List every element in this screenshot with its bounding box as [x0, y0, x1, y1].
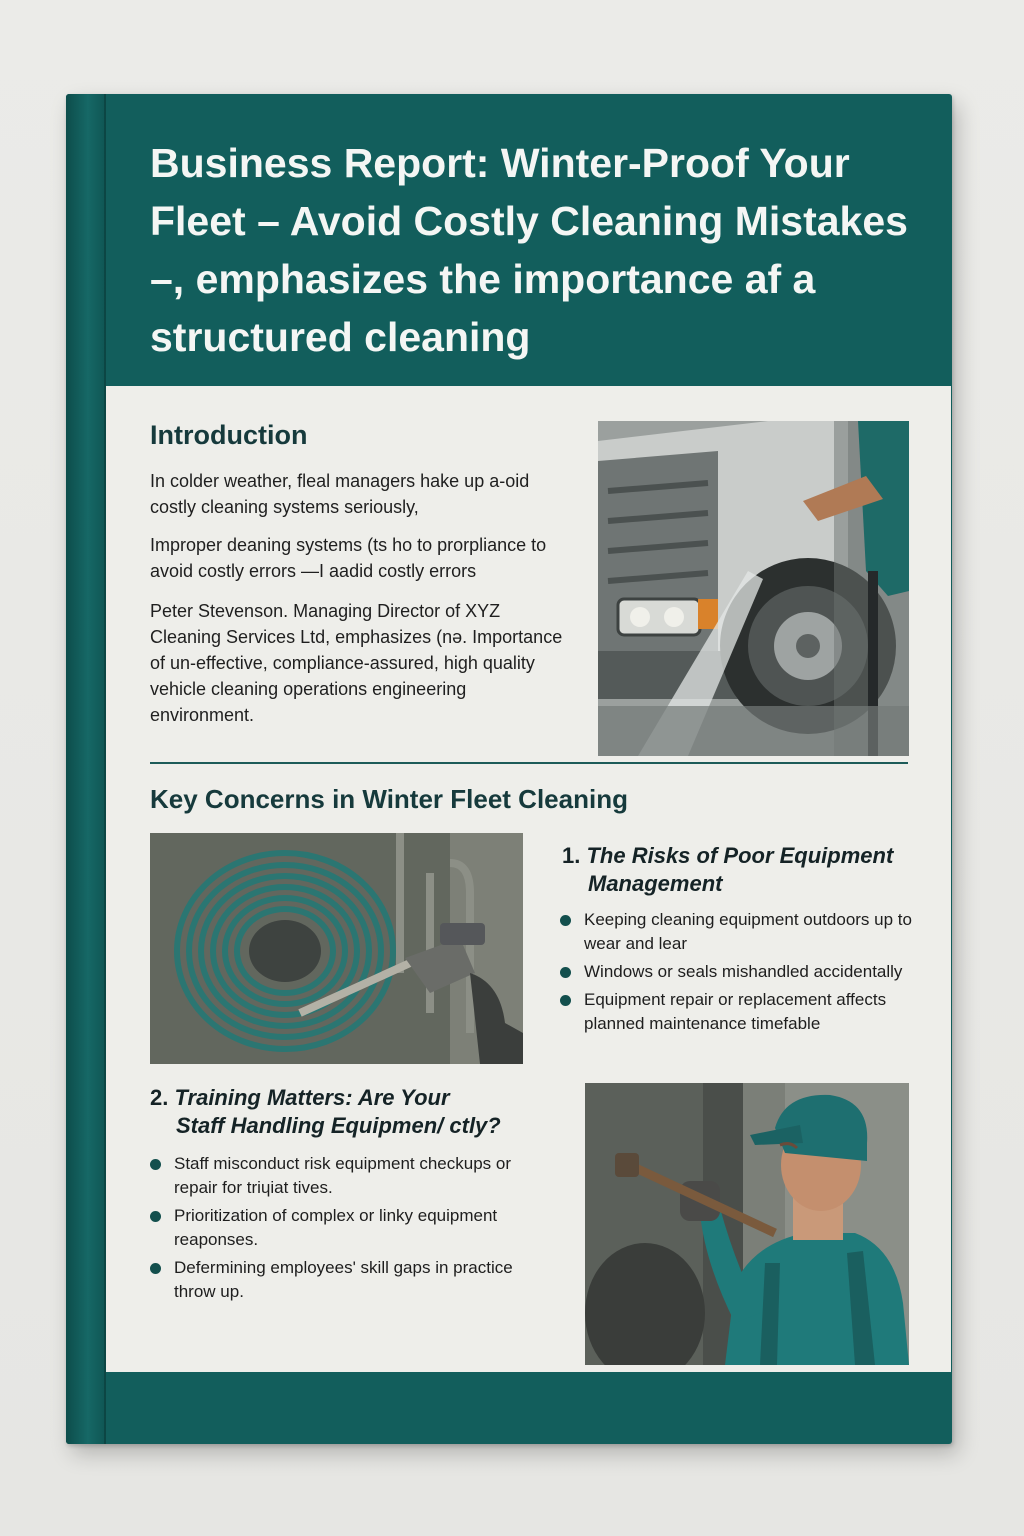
list-item: Equipment repair or replacement affects planned maintenance timefable — [560, 988, 930, 1036]
training-number: 2. — [150, 1085, 169, 1110]
risks-subheading — [562, 842, 942, 898]
introduction-heading: Introduction — [150, 420, 308, 450]
key-concerns-heading: Key Concerns in Winter Fleet Cleaning — [150, 784, 628, 814]
intro-paragraph-1: In colder weather, fleal managers hake up a-oid costly cleaning systems seriously, — [150, 471, 530, 517]
list-item: Defermining employees' skill gaps in practice throw up. — [150, 1256, 540, 1304]
hose-reel-photo — [150, 833, 523, 1064]
truck-wash-photo — [598, 421, 909, 756]
intro-paragraph-3: Peter Stevenson. Managing Director of XYZ Cleaning Services Ltd, emphasizes (nə. Importance of un-effective, compliance-assured, high quality vehicle cleaning operations engineering environment. — [150, 601, 563, 725]
training-subheading — [150, 1084, 550, 1140]
bullet-dot-icon — [560, 915, 571, 926]
risks-title-line2: Management — [588, 871, 723, 896]
worker-illustration — [585, 1083, 909, 1365]
intro-paragraph-2: Improper deaning systems (ts ho to prorpliance to avoid costly errors —I aadid costly errors — [150, 535, 547, 581]
book-spine — [66, 94, 106, 1444]
bullet-dot-icon — [150, 1263, 161, 1274]
truck-wash-illustration — [598, 421, 909, 756]
training-title-line1: Training Matters: Are Your — [174, 1085, 450, 1110]
training-bullet-list — [150, 1152, 540, 1308]
list-item: Prioritization of complex or linky equipment reaponses. — [150, 1204, 540, 1252]
list-item: Keeping cleaning equipment outdoors up to wear and lear — [560, 908, 930, 956]
list-item: Windows or seals mishandled accidentally — [560, 960, 930, 984]
risks-number: 1. — [562, 843, 581, 868]
list-item: Staff misconduct risk equipment checkups or repair for triɥiat tives. — [150, 1152, 540, 1200]
bullet-dot-icon — [150, 1211, 161, 1222]
risks-title-line1: The Risks of Poor Equipment — [586, 843, 894, 868]
report-page — [106, 386, 951, 1372]
training-title-line2: Staff Handling Equipmen/ ctly? — [176, 1113, 501, 1138]
report-title: Business Report: Winter-Proof Your Fleet – Avoid Costly Cleaning Mistakes –, emphasizes the importance af a structured cleaning — [150, 140, 908, 360]
worker-photo — [585, 1083, 909, 1365]
hose-reel-illustration — [150, 833, 523, 1064]
bullet-dot-icon — [150, 1159, 161, 1170]
bullet-dot-icon — [560, 995, 571, 1006]
section-divider — [150, 762, 908, 764]
bullet-dot-icon — [560, 967, 571, 978]
risks-bullet-list — [560, 908, 930, 1040]
